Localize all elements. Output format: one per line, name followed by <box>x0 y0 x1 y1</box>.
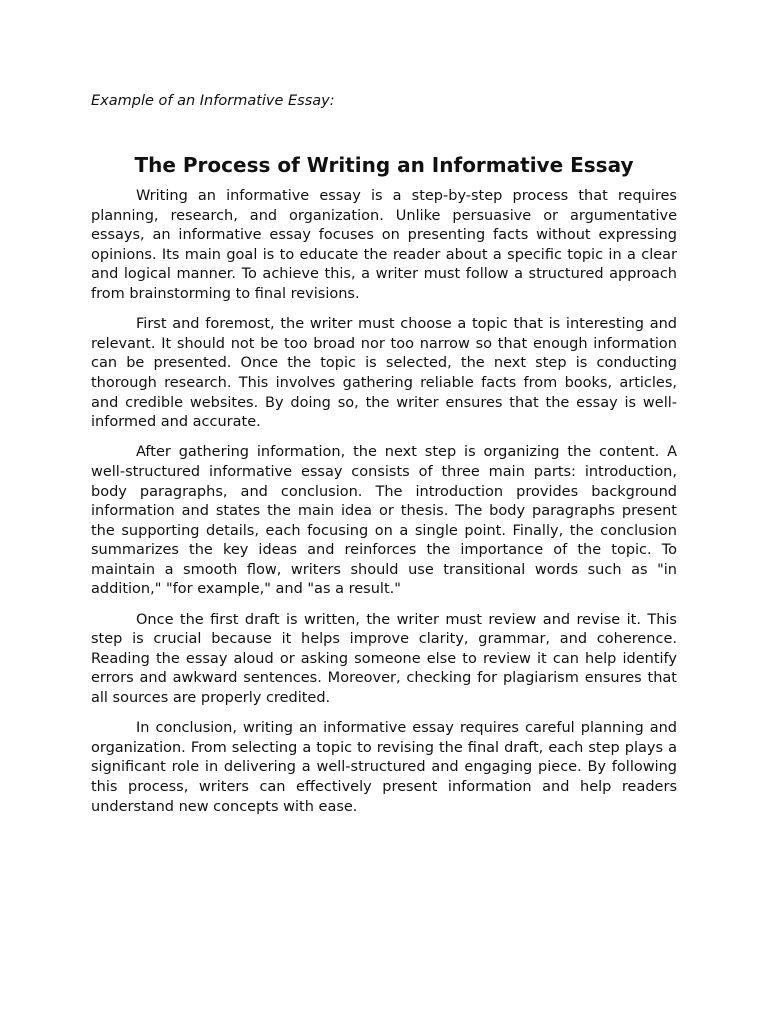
paragraph-introduction: Writing an informative essay is a step-by-step process that requires planning, research, and organization. Unlike persuasive or argumentative essays, an informative essay focuses on presenting facts without expressing opinions. Its main goal is to educate the reader about a specific topic in a clear and logical manner. To achieve this, a writer must follow a structured approach from brainstorming to final revisions. <box>91 188 677 302</box>
essay-body <box>91 187 677 828</box>
paragraph-topic-research: First and foremost, the writer must choose a topic that is interesting and relevant. It should not be too broad nor too narrow so that enough information can be presented. Once the topic is selected, the next step is conducting thorough research. This involves gathering reliable facts from books, articles, and credible websites. By doing so, the writer ensures that the essay is well-informed and accurate. <box>91 316 677 431</box>
essay-title: The Process of Writing an Informative Essay <box>134 153 634 177</box>
paragraph-revision: Once the first draft is written, the writer must review and revise it. This step is crucial because it helps improve clarity, grammar, and coherence. Reading the essay aloud or asking someone else to review it can help identify errors and awkward sentences. Moreover, checking for plagiarism ensures that all sources are properly credited. <box>91 611 677 707</box>
paragraph-organization: After gathering information, the next step is organizing the content. A well-structured informative essay consists of three main parts: introduction, body paragraphs, and conclusion. The introduction provides background information and states the main idea or thesis. The body paragraphs present the supporting details, each focusing on a single point. Finally, the conclusion summarizes the key ideas and reinforces the importance of the topic. To maintain a smooth flow, writers should use transitional words such as "in addition," "for example," and "as a result." <box>91 444 677 598</box>
paragraph-conclusion: In conclusion, writing an informative essay requires careful planning and organization. From selecting a topic to revising the final draft, each step plays a significant role in delivering a well-structured and engaging piece. By following this process, writers can effectively present information and help readers understand new concepts with ease. <box>91 720 677 815</box>
essay-label: Example of an Informative Essay: <box>91 93 335 109</box>
